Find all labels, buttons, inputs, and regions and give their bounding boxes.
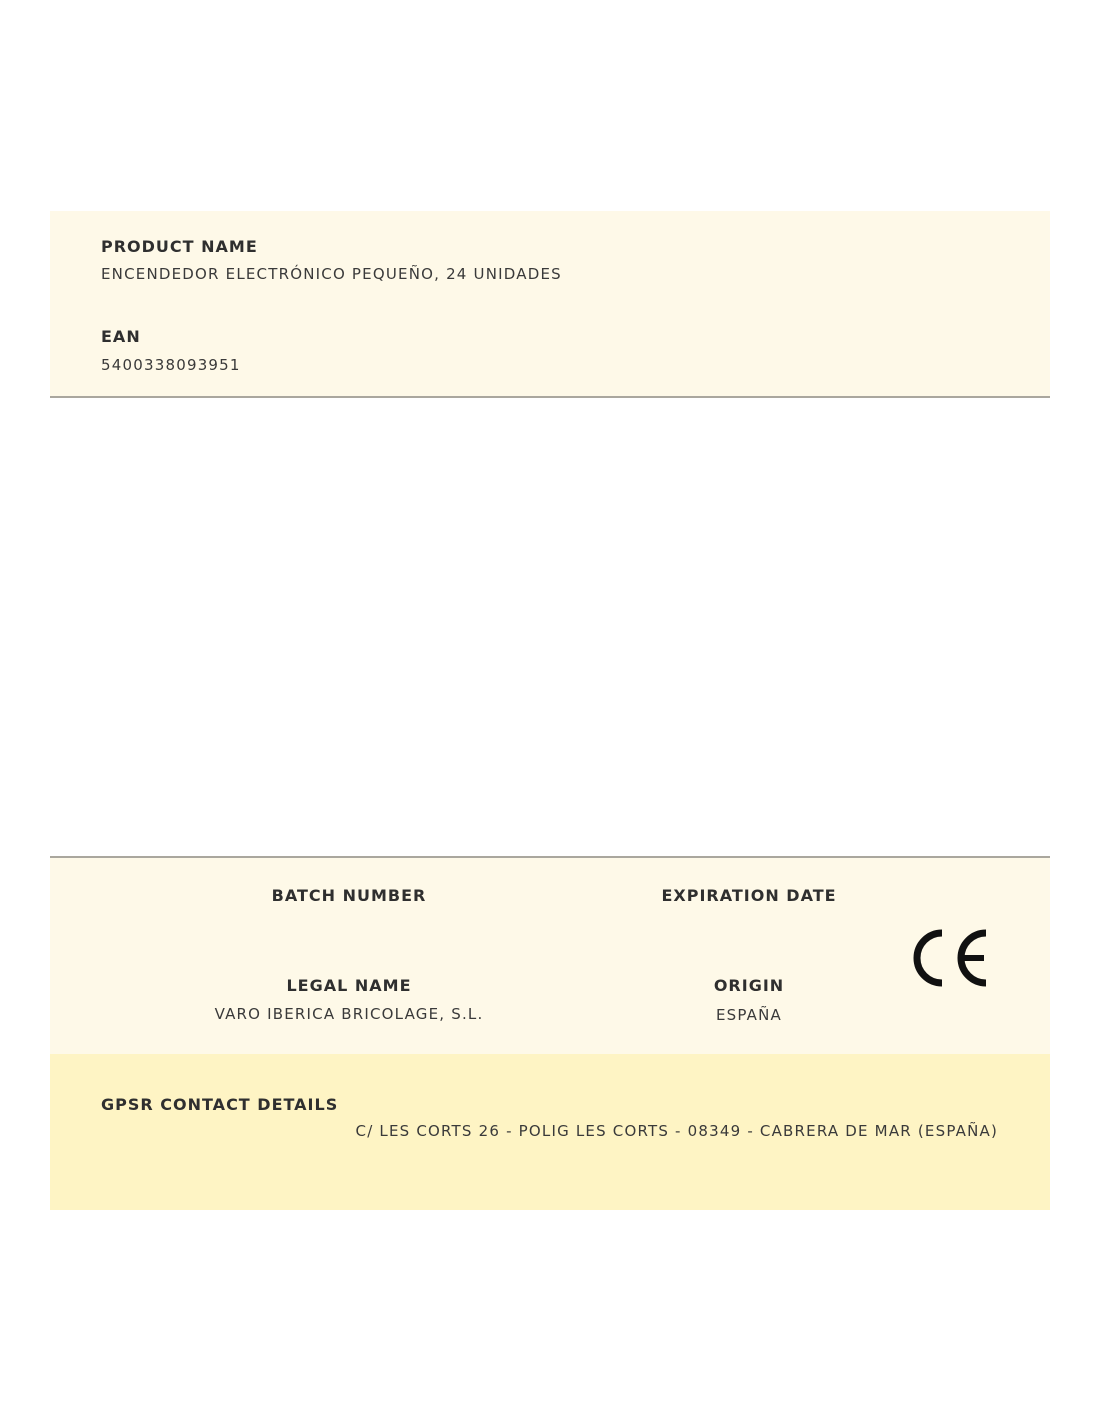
batch-number-label: BATCH NUMBER [271,886,427,905]
gpsr-contact-label: GPSR CONTACT DETAILS [101,1095,339,1114]
ean-value: 5400338093951 [101,356,241,374]
gpsr-contact-panel [50,1054,1050,1210]
legal-name-label: LEGAL NAME [286,976,412,995]
origin-value: ESPAÑA [715,1006,783,1024]
product-name-label: PRODUCT NAME [101,237,258,256]
compliance-details-panel [50,856,1050,1056]
product-info-panel [50,211,1050,398]
legal-name-value: VARO IBERICA BRICOLAGE, S.L. [214,1005,484,1023]
expiration-date-label: EXPIRATION DATE [661,886,837,905]
product-name-value: ENCENDEDOR ELECTRÓNICO PEQUEÑO, 24 UNIDADES [101,265,562,283]
gpsr-contact-address: C/ LES CORTS 26 - POLIG LES CORTS - 08349 - CABRERA DE MAR (ESPAÑA) [355,1122,998,1140]
ean-label: EAN [101,327,141,346]
ce-mark-icon [908,927,992,989]
origin-label: ORIGIN [713,976,785,995]
